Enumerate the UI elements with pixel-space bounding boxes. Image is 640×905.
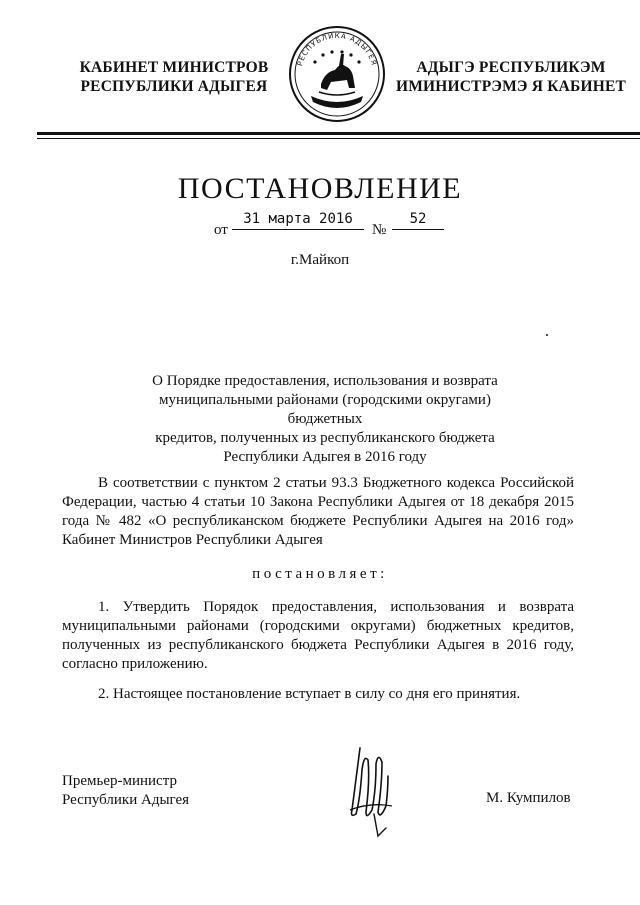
subject-line-1: О Порядке предоставления, использования и возврата — [152, 373, 498, 389]
handwritten-signature-icon — [330, 740, 420, 840]
resolves-heading: постановляет: — [252, 566, 388, 582]
issuer-adyghe-line-2: ИМИНИСТРЭМЭ Я КАБИНЕТ — [395, 78, 627, 95]
issuer-line-1: КАБИНЕТ МИНИСТРОВ — [79, 59, 269, 76]
header-rule-thin — [37, 138, 640, 139]
subject-line-4: Республики Адыгея в 2016 году — [223, 449, 427, 465]
issuer-name-adyghe — [392, 58, 630, 96]
scan-speck — [546, 334, 548, 336]
adygea-coat-of-arms-icon — [285, 22, 389, 126]
city-name: г.Майкоп — [290, 252, 350, 268]
subject-line-2: муниципальными районами (городскими округами) бюджетных — [159, 392, 491, 427]
document-title: ПОСТАНОВЛЕНИЕ — [177, 172, 463, 205]
subject-line-3: кредитов, полученных из республиканского бюджета — [155, 430, 495, 446]
issuer-adyghe-line-1: АДЫГЭ РЕСПУБЛИКЭМ — [416, 59, 606, 76]
header-rule-thick — [37, 132, 640, 135]
resolution-item-2: 2. Настоящее постановление вступает в силу со дня его принятия. — [98, 686, 521, 702]
number-label: № — [372, 222, 387, 238]
signatory-position-line-2: Республики Адыгея — [62, 792, 190, 808]
date-prefix-label: от — [214, 222, 228, 238]
signatory-position — [62, 772, 189, 810]
document-number: 52 — [392, 211, 444, 230]
issuer-line-2: РЕСПУБЛИКИ АДЫГЕЯ — [80, 78, 268, 95]
signatory-position-line-1: Премьер-министр — [62, 773, 177, 789]
document-date: 31 марта 2016 — [232, 211, 364, 230]
preamble-paragraph: В соответствии с пунктом 2 статьи 93.3 Бюджетного кодекса Российской Федерации, частью 4 статьи 10 Закона Республики Адыгея от 18 декабря 2015 года № 482 «О республиканском бюджете Республики Адыгея на 2016 год» Кабинет Министров Республики Адыгея — [62, 475, 574, 548]
resolution-item-1: 1. Утвердить Порядок предоставления, использования и возврата муниципальными районами (городскими округами) бюджетных кредитов, полученных из республиканского бюджета Республики Адыгея в 2016 году, согласно приложению. — [62, 599, 574, 672]
issuer-name-russian — [74, 58, 274, 96]
svg-text:РЕСПУБЛИКА АДЫГЕЯ: РЕСПУБЛИКА АДЫГЕЯ — [295, 31, 379, 67]
signatory-name: М. Кумпилов — [486, 790, 571, 806]
document-subject — [120, 372, 530, 467]
